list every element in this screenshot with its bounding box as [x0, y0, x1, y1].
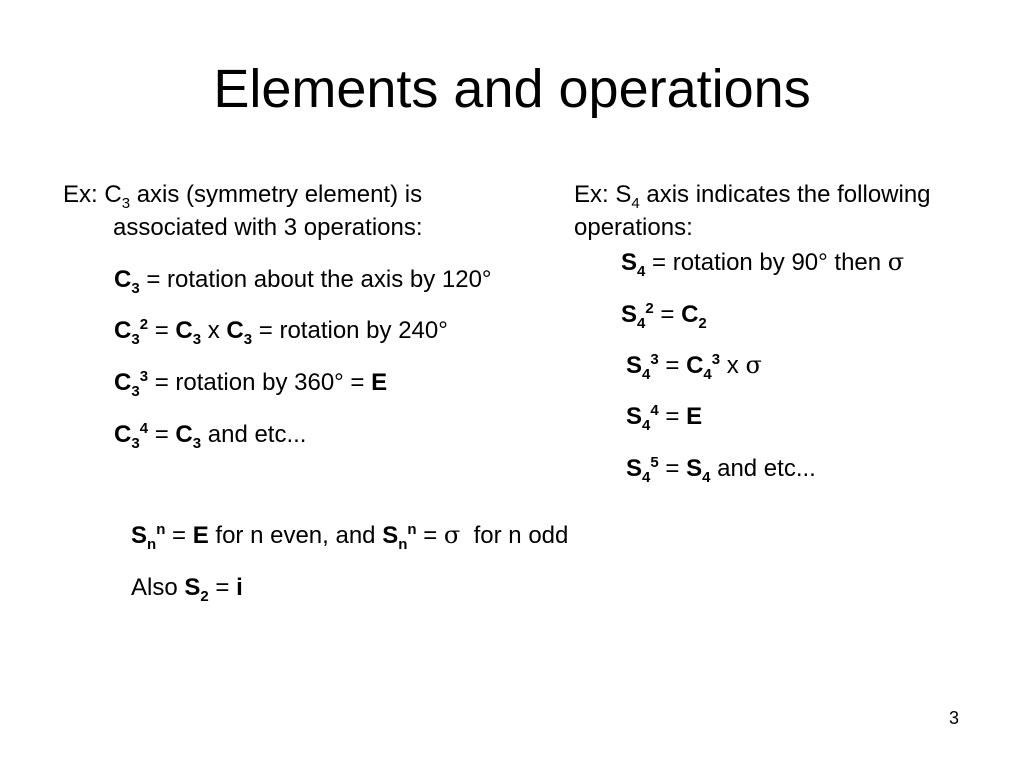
- left-op-3: $C_3^3$ = rotation by 360° = E: [114, 368, 388, 400]
- sigma-symbol: σ: [887, 248, 905, 276]
- page-number: 3: [949, 708, 960, 728]
- left-intro-line1: Ex: $C_3$ axis (symmetry element) is: [63, 181, 423, 212]
- right-intro: [574, 178, 931, 244]
- slide-title: Elements and operations: [213, 59, 811, 119]
- sigma-symbol: σ: [443, 521, 461, 549]
- right-op-4: $S_4^4 = E$: [626, 402, 703, 434]
- right-op-3: $S_4^3 = C_4^3$ x σ: [626, 351, 762, 383]
- right-op-5: $S_4^5 = S_4$ and etc...: [626, 454, 816, 486]
- left-intro-line2: associated with 3 operations:: [113, 214, 423, 241]
- left-op-1: $C_3$ = rotation about the axis by 120°: [114, 266, 492, 297]
- left-op-2: $C_3^2 = C_3$ x $C_3$ = rotation by 240°: [114, 316, 448, 348]
- sigma-symbol: σ: [745, 351, 762, 379]
- left-op-4: $C_3^4 = C_3$ and etc...: [114, 420, 307, 452]
- left-intro: [63, 178, 423, 244]
- right-op-1: $S_4$ = rotation by 90° then σ: [621, 248, 905, 280]
- right-intro-line2: operations:: [574, 214, 693, 241]
- summary-line-2: Also $S_2 = i$: [131, 574, 243, 605]
- right-op-2: $S_4^2 = C_2$: [621, 300, 707, 332]
- right-intro-line1: Ex: $S_4$ axis indicates the following: [574, 181, 931, 212]
- summary-line-1: $S_n^n = E$ for n even, and $S_n^n = \sigma$ for n odd: [131, 521, 569, 553]
